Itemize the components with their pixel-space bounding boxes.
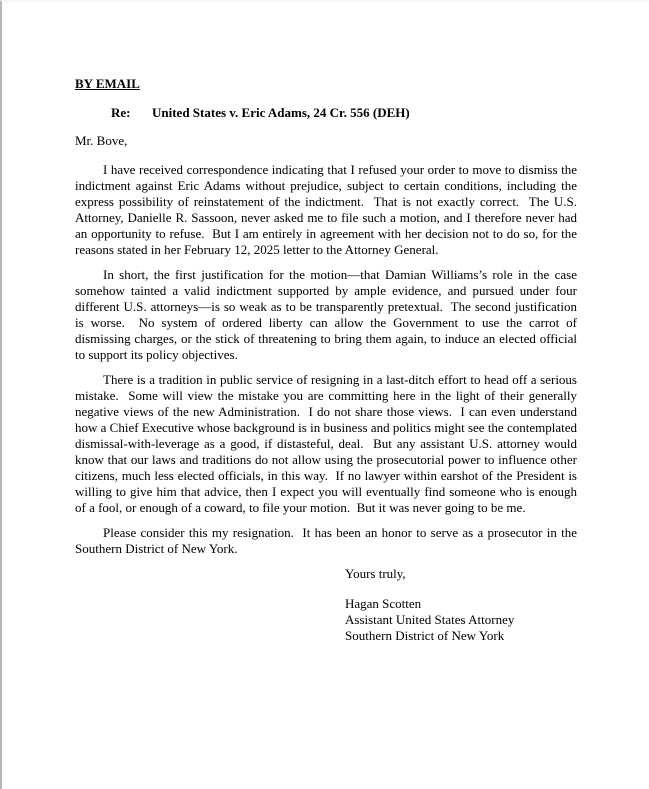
delivery-method-line: BY EMAIL: [75, 76, 140, 91]
case-caption: United States v. Eric Adams, 24 Cr. 556 (DEH): [152, 105, 410, 120]
re-line: [75, 105, 577, 121]
re-label: Re:: [111, 105, 131, 120]
paragraph-2: In short, the first justification for the motion—that Damian Williams’s role in the case somehow tainted a valid indictment supported by ample evidence, and pursued under four different U.S. attorneys—is so weak as to be transparently pretextual. The second justification is worse. No system of ordered liberty can allow the Government to use the carrot of dismissing charges, or the stick of threatening to bring them again, to induce an elected official to support its policy objectives.: [75, 267, 577, 362]
signature-title: Assistant United States Attorney: [345, 612, 515, 627]
closing-block: [345, 566, 577, 644]
salutation: Mr. Bove,: [75, 133, 128, 148]
signature-name: Hagan Scotten: [345, 596, 422, 611]
signature-office: Southern District of New York: [345, 628, 505, 643]
paragraph-1: I have received correspondence indicating that I refused your order to move to dismiss the indictment against Eric Adams without prejudice, subject to certain conditions, including the express possibility of reinstatement of the indictment. That is not exactly correct. The U.S. Attorney, Danielle R. Sassoon, never asked me to file such a motion, and I therefore never had an opportunity to refuse. But I am entirely in agreement with her decision not to do so, for the reasons stated in her February 12, 2025 letter to the Attorney General.: [75, 162, 577, 257]
paragraph-3: There is a tradition in public service of resigning in a last-ditch effort to head off a serious mistake. Some will view the mistake you are committing here in the light of their generally negative views of the new Administration. I do not share those views. I can even understand how a Chief Executive whose background is in business and politics might see the contemplated dismissal-with-leverage as a good, if distasteful, deal. But any assistant U.S. attorney would know that our laws and traditions do not allow using the prosecutorial power to influence other citizens, much less elected officials, in this way. If no lawyer within earshot of the President is willing to give him that advice, then I expect you will eventually find someone who is enough of a fool, or enough of a coward, to file your motion. But it was never going to be me.: [75, 372, 577, 515]
paragraph-4: Please consider this my resignation. It has been an honor to serve as a prosecutor in the Southern District of New York.: [75, 525, 577, 556]
letter-body: [2, 2, 649, 644]
closing-phrase: Yours truly,: [345, 566, 406, 581]
